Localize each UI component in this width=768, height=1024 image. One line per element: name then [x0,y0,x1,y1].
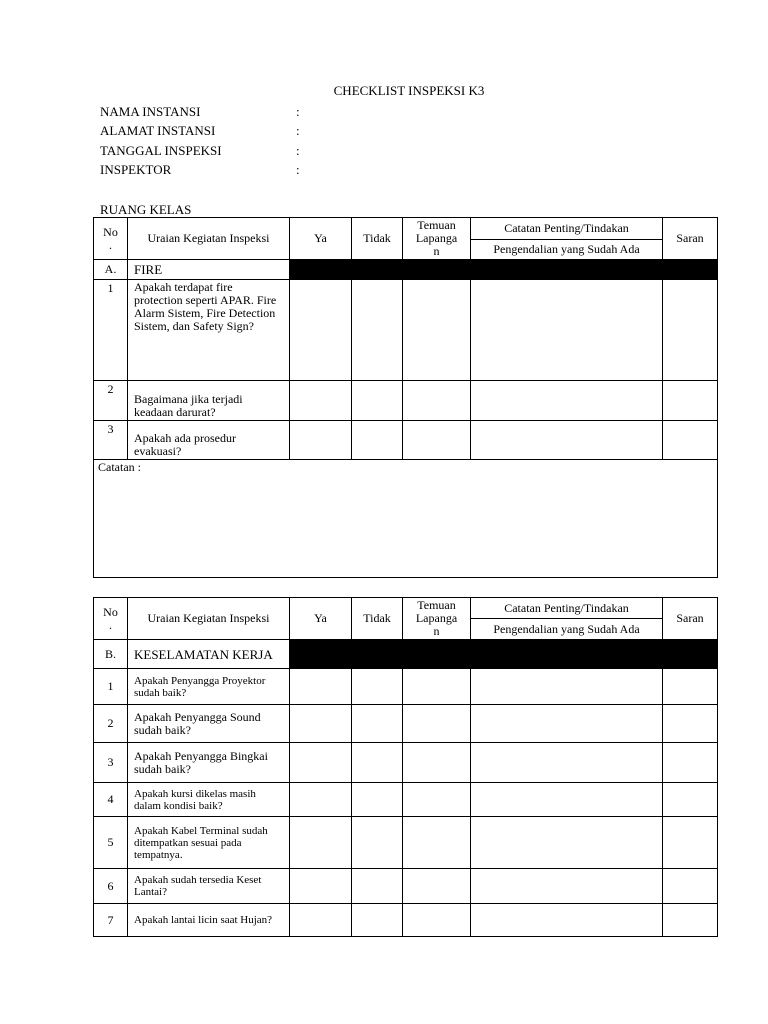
notes-field[interactable] [94,460,718,578]
table-row [94,869,718,904]
cell-tidak[interactable] [352,904,403,937]
table-row [94,904,718,937]
cell-tidak[interactable] [352,869,403,904]
cell-pengendalian[interactable] [471,669,663,705]
cell-tidak[interactable] [352,381,403,421]
inspection-table-fire [93,217,718,578]
row-question: Apakah terdapat fire protection seperti APAR. Fire Alarm Sistem, Fire Detection Sistem, dan Safety Sign? [128,280,290,381]
cell-saran[interactable] [663,669,718,705]
cell-saran[interactable] [663,904,718,937]
cell-pengendalian[interactable] [471,783,663,817]
cell-ya[interactable] [290,669,352,705]
cell-saran[interactable] [663,280,718,381]
header-tidak: Tidak [352,598,403,640]
table-row [94,280,718,381]
cell-temuan[interactable] [403,280,471,381]
header-temuan: Temuan Lapanga n [403,218,471,260]
cell-temuan[interactable] [403,904,471,937]
cell-temuan[interactable] [403,743,471,783]
info-label-alamat-instansi: ALAMAT INSTANSI [100,123,216,138]
header-pengendalian: Pengendalian yang Sudah Ada [471,240,663,260]
cell-ya[interactable] [290,705,352,743]
group-header-fill [290,640,718,669]
cell-temuan[interactable] [403,817,471,869]
group-label: KESELAMATAN KERJA [128,640,290,669]
row-number: 1 [94,280,128,381]
cell-ya[interactable] [290,743,352,783]
info-label-inspektor: INSPEKTOR [100,162,172,177]
header-catatan: Catatan Penting/Tindakan [471,598,663,619]
row-question: Apakah Penyangga Sound sudah baik? [128,705,290,743]
document-title: CHECKLIST INSPEKSI K3 [333,83,485,98]
row-question: Apakah kursi dikelas masih dalam kondisi baik? [128,783,290,817]
inspection-table-keselamatan [93,597,718,937]
row-question: Apakah lantai licin saat Hujan? [128,904,290,937]
group-no: B. [94,640,128,669]
cell-ya[interactable] [290,783,352,817]
row-question: Apakah Penyangga Bingkai sudah baik? [128,743,290,783]
cell-tidak[interactable] [352,743,403,783]
cell-pengendalian[interactable] [471,869,663,904]
cell-pengendalian[interactable] [471,817,663,869]
cell-saran[interactable] [663,783,718,817]
cell-saran[interactable] [663,705,718,743]
table-row [94,783,718,817]
info-label-tanggal-inspeksi: TANGGAL INSPEKSI [100,143,222,158]
table-row [94,743,718,783]
row-question: Bagaimana jika terjadi keadaan darurat? [128,381,290,421]
cell-ya[interactable] [290,869,352,904]
row-number: 2 [94,381,128,421]
header-tidak: Tidak [352,218,403,260]
table-row [94,817,718,869]
cell-pengendalian[interactable] [471,743,663,783]
cell-ya[interactable] [290,904,352,937]
cell-temuan[interactable] [403,783,471,817]
row-number: 3 [94,421,128,460]
cell-pengendalian[interactable] [471,705,663,743]
row-question: Apakah ada prosedur evakuasi? [128,421,290,460]
header-uraian: Uraian Kegiatan Inspeksi [128,598,290,640]
group-header-fill [290,260,718,280]
header-no: No . [94,598,128,640]
info-colon: : [296,123,300,138]
header-no: No . [94,218,128,260]
header-saran: Saran [663,218,718,260]
cell-pengendalian[interactable] [471,421,663,460]
info-colon: : [296,143,300,158]
table-row [94,421,718,460]
cell-temuan[interactable] [403,669,471,705]
cell-ya[interactable] [290,381,352,421]
cell-saran[interactable] [663,817,718,869]
table-row [94,669,718,705]
header-pengendalian: Pengendalian yang Sudah Ada [471,619,663,640]
cell-temuan[interactable] [403,705,471,743]
cell-tidak[interactable] [352,817,403,869]
row-number: 2 [94,705,128,743]
group-label: FIRE [128,260,290,280]
header-uraian: Uraian Kegiatan Inspeksi [128,218,290,260]
cell-temuan[interactable] [403,869,471,904]
cell-pengendalian[interactable] [471,280,663,381]
header-saran: Saran [663,598,718,640]
row-number: 3 [94,743,128,783]
cell-tidak[interactable] [352,705,403,743]
info-label-nama-instansi: NAMA INSTANSI [100,104,201,119]
cell-ya[interactable] [290,817,352,869]
header-catatan: Catatan Penting/Tindakan [471,218,663,240]
cell-temuan[interactable] [403,421,471,460]
row-number: 5 [94,817,128,869]
cell-tidak[interactable] [352,669,403,705]
row-question: Apakah Kabel Terminal sudah ditempatkan sesuai pada tempatnya. [128,817,290,869]
table-row [94,705,718,743]
notes-label: Catatan : [98,460,141,474]
row-number: 4 [94,783,128,817]
table-row [94,381,718,421]
cell-pengendalian[interactable] [471,381,663,421]
cell-saran[interactable] [663,421,718,460]
cell-ya[interactable] [290,421,352,460]
row-question: Apakah sudah tersedia Keset Lantai? [128,869,290,904]
row-number: 1 [94,669,128,705]
group-no: A. [94,260,128,280]
header-temuan: Temuan Lapanga n [403,598,471,640]
header-ya: Ya [290,218,352,260]
cell-saran[interactable] [663,869,718,904]
row-number: 6 [94,869,128,904]
cell-tidak[interactable] [352,421,403,460]
row-number: 7 [94,904,128,937]
header-ya: Ya [290,598,352,640]
cell-pengendalian[interactable] [471,904,663,937]
section-label: RUANG KELAS [100,202,192,217]
info-colon: : [296,162,300,177]
row-question: Apakah Penyangga Proyektor sudah baik? [128,669,290,705]
cell-tidak[interactable] [352,280,403,381]
cell-temuan[interactable] [403,381,471,421]
cell-saran[interactable] [663,381,718,421]
cell-ya[interactable] [290,280,352,381]
cell-tidak[interactable] [352,783,403,817]
info-colon: : [296,104,300,119]
cell-saran[interactable] [663,743,718,783]
